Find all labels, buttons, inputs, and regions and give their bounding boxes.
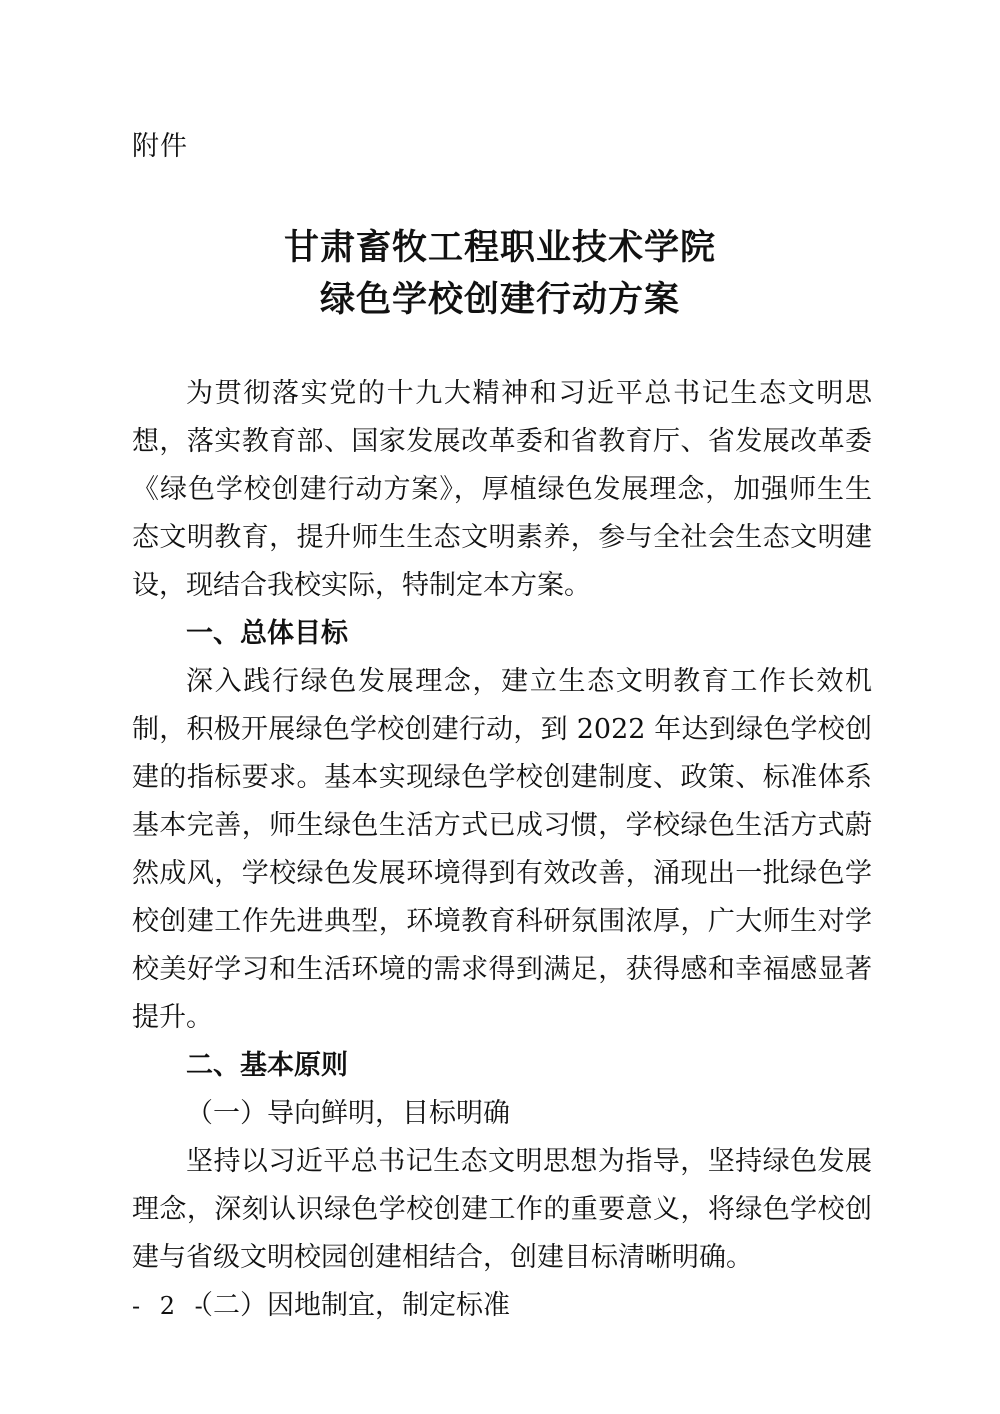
attachment-label: 附件 (132, 131, 188, 162)
document-body (132, 370, 872, 1330)
title-line-1: 甘肃畜牧工程职业技术学院 (283, 227, 716, 268)
intro-paragraph: 为贯彻落实党的十九大精神和习近平总书记生态文明思想，落实教育部、国家发展改革委和省教育厅、省发展改革委《绿色学校创建行动方案》，厚植绿色发展理念，加强师生生态文明教育，提升师生生态文明素养，参与全社会生态文明建设，现结合我校实际，特制定本方案。 (132, 378, 872, 601)
subsection-2-heading: （二）因地制宜，制定标准 (186, 1290, 510, 1321)
page-number: - 2 - (132, 1292, 209, 1320)
subsection-1-heading: （一）导向鲜明，目标明确 (186, 1098, 510, 1129)
section-1-paragraph: 深入践行绿色发展理念，建立生态文明教育工作长效机制，积极开展绿色学校创建行动，到 2022 年达到绿色学校创建的指标要求。基本实现绿色学校创建制度、政策、标准体系基本完善，师生绿色生活方式已成习惯，学校绿色生活方式蔚然成风，学校绿色发展环境得到有效改善，涌现出一批绿色学校创建工作先进典型，环境教育科研氛围浓厚，广大师生对学校美好学习和生活环境的需求得到满足，获得感和幸福感显著提升。 (132, 666, 872, 1033)
section-1-heading: 一、总体目标 (186, 618, 348, 649)
document-title (0, 222, 1000, 326)
subsection-1-paragraph: 坚持以习近平总书记生态文明思想为指导，坚持绿色发展理念，深刻认识绿色学校创建工作的重要意义，将绿色学校创建与省级文明校园创建相结合，创建目标清晰明确。 (132, 1146, 872, 1273)
section-2-heading: 二、基本原则 (186, 1050, 348, 1081)
title-line-2: 绿色学校创建行动方案 (319, 279, 680, 320)
